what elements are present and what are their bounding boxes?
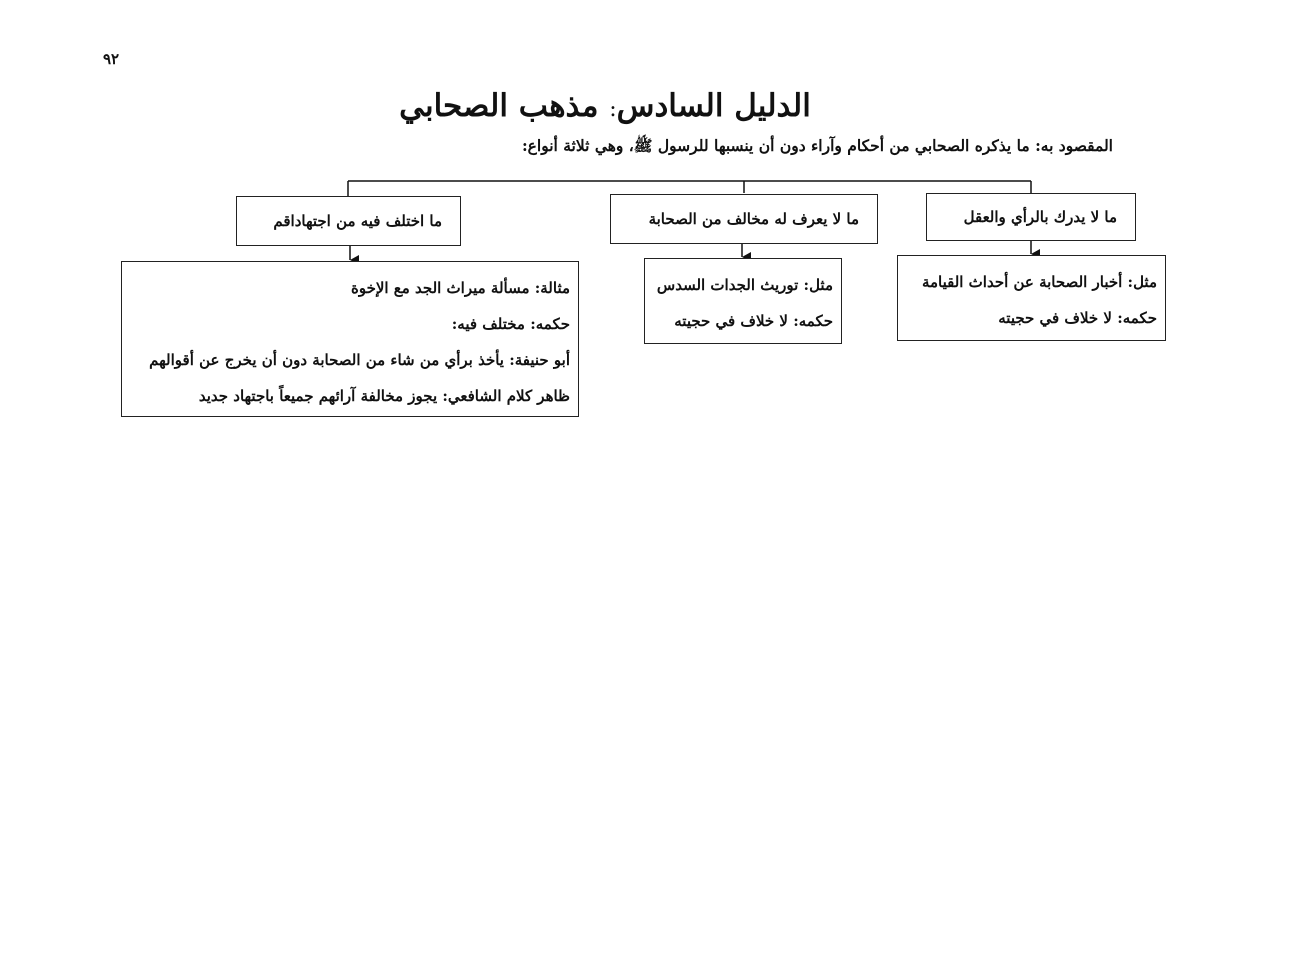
title-main: الدليل السادس <box>616 88 811 124</box>
intro-text: المقصود به: ما يذكره الصحابي من أحكام وآراء دون أن ينسبها للرسول ﷺ، وهي ثلاثة أنواع: <box>521 136 1113 155</box>
type-box-2 <box>610 194 878 244</box>
type-label-3: ما اختلف فيه من اجتهاداقم <box>273 212 442 230</box>
detail-example-2: مثل: توريث الجدات السدس <box>656 276 833 294</box>
title-sub: مذهب الصحابي <box>399 88 599 124</box>
detail-box-1 <box>897 255 1166 341</box>
page-number: ٩٢ <box>103 50 120 68</box>
detail-ruling-1: حكمه: لا خلاف في حجيته <box>998 309 1157 327</box>
type-label-1: ما لا يدرك بالرأي والعقل <box>963 208 1117 226</box>
detail-ruling-3: حكمه: مختلف فيه: <box>451 315 570 333</box>
detail-opinion-hanafi: أبو حنيفة: يأخذ برأي من شاء من الصحابة دون أن يخرج عن أقوالهم <box>149 351 570 369</box>
detail-example-3: مثالة: مسألة ميراث الجد مع الإخوة <box>350 279 570 297</box>
detail-example-1: مثل: أخبار الصحابة عن أحداث القيامة <box>921 273 1157 291</box>
detail-box-3 <box>121 261 579 417</box>
type-box-3 <box>236 196 461 246</box>
title-colon: : <box>609 97 617 122</box>
detail-opinion-shafii: ظاهر كلام الشافعي: يجوز مخالفة آرائهم جميعاً باجتهاد جديد <box>198 387 570 405</box>
detail-box-2 <box>644 258 842 344</box>
type-box-1 <box>926 193 1136 241</box>
type-label-2: ما لا يعرف له مخالف من الصحابة <box>648 210 859 228</box>
detail-ruling-2: حكمه: لا خلاف في حجيته <box>674 312 833 330</box>
